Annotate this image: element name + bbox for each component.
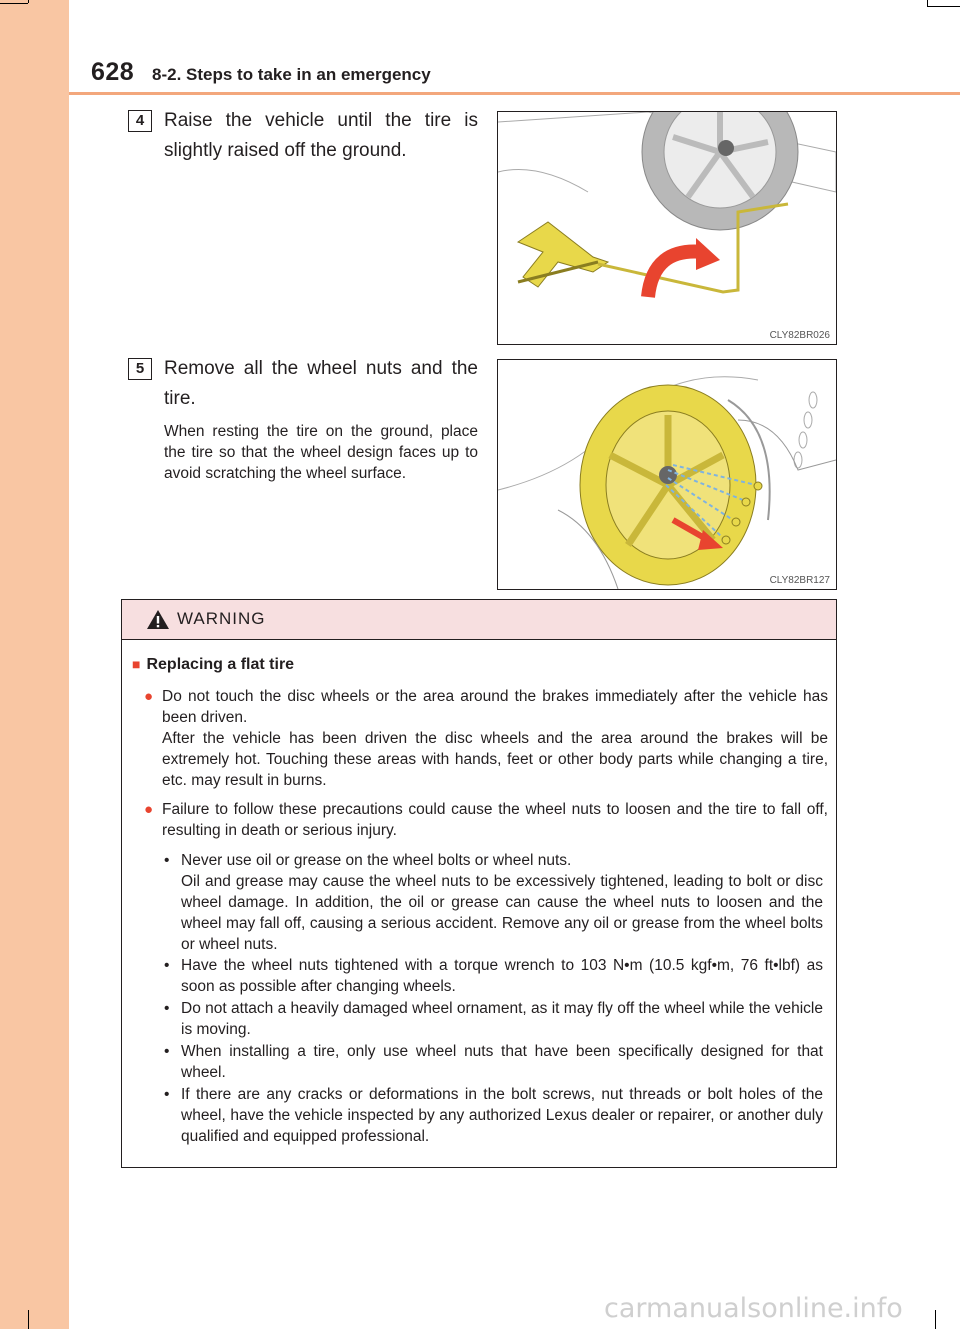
step-number: 5 (128, 358, 152, 380)
tire-removal-illustration (498, 360, 836, 589)
figure-jack-raising (497, 111, 837, 345)
warning-sub-bullet (164, 1084, 823, 1147)
crop-mark (28, 1310, 29, 1329)
warning-sub-bullet (164, 850, 823, 955)
sub-bullet-text: Do not attach a heavily damaged wheel ornament, as it may fly off the wheel while the vehicle is moving. (181, 1000, 823, 1038)
warning-title: WARNING (177, 609, 266, 628)
left-margin-band (0, 0, 69, 1329)
crop-mark (935, 1310, 936, 1329)
figure-code: CLY82BR026 (769, 330, 830, 341)
header-rule (69, 92, 960, 95)
page-number: 628 (91, 58, 135, 86)
footer-watermark: carmanualsonline.info (604, 1293, 903, 1324)
warning-heading-text: Replacing a flat tire (146, 656, 295, 673)
crop-mark (28, 0, 29, 3)
warning-sub-bullet (164, 955, 823, 997)
sub-bullet-text: Have the wheel nuts tightened with a torque wrench to 103 N•m (10.5 kgf•m, 76 ft•lbf) as soon as possible after changing wheels. (181, 957, 823, 995)
crop-mark (0, 3, 28, 4)
warning-bullet (144, 686, 828, 791)
bullet-dot-icon: ● (144, 688, 154, 705)
figure-code: CLY82BR127 (769, 575, 830, 586)
warning-triangle-icon (146, 609, 170, 630)
step-text: Remove all the wheel nuts and the tire. (164, 358, 478, 409)
bullet-dot-icon: ● (144, 801, 154, 818)
square-bullet-icon: ■ (132, 656, 141, 672)
warning-header (122, 600, 836, 640)
sub-bullet-mark: • (164, 957, 170, 974)
warning-sub-bullet (164, 998, 823, 1040)
sub-bullet-text: When installing a tire, only use wheel nuts that have been specifically designed for that wheel. (181, 1043, 823, 1081)
section-title: 8-2. Steps to take in an emergency (152, 65, 431, 84)
sub-bullet-text: If there are any cracks or deformations in the bolt screws, nut threads or bolt holes of the wheel, have the vehicle inspected by any authorized Lexus dealer or repairer, or another duly qualified and equipped professional. (181, 1086, 823, 1145)
bullet-text: Do not touch the disc wheels or the area around the brakes immediately after the vehicle has been driven. (162, 688, 828, 726)
warning-box (121, 599, 837, 1168)
step-number: 4 (128, 110, 152, 132)
bullet-text: After the vehicle has been driven the disc wheels and the area around the brakes will be extremely hot. Touching these areas with hands, feet or other body parts while changing a tire, etc. may result in burns. (162, 730, 828, 789)
sub-bullet-mark: • (164, 852, 170, 869)
sub-bullet-mark: • (164, 1086, 170, 1103)
step-note: When resting the tire on the ground, place the tire so that the wheel design faces up to avoid scratching the wheel surface. (164, 423, 478, 482)
bullet-text: Failure to follow these precautions could cause the wheel nuts to loosen and the tire to fall off, resulting in death or serious injury. (162, 801, 828, 839)
step-text: Raise the vehicle until the tire is slightly raised off the ground. (164, 110, 478, 161)
sub-bullet-mark: • (164, 1043, 170, 1060)
warning-bullet (144, 799, 828, 841)
sub-bullet-mark: • (164, 1000, 170, 1017)
warning-heading (132, 656, 294, 674)
sub-bullet-text: Never use oil or grease on the wheel bolts or wheel nuts. (181, 852, 572, 869)
figure-tire-removal (497, 359, 837, 590)
sub-bullet-text: Oil and grease may cause the wheel nuts to be excessively tightened, leading to bolt or disc wheel damage. In addition, the oil or grease can cause the wheel nuts to loosen and the wheel may fall off, causing a serious accident. Remove any oil or grease from the wheel bolts or wheel nuts. (181, 873, 823, 953)
warning-sub-bullet (164, 1041, 823, 1083)
crop-mark (927, 6, 960, 7)
jack-illustration (498, 112, 836, 344)
